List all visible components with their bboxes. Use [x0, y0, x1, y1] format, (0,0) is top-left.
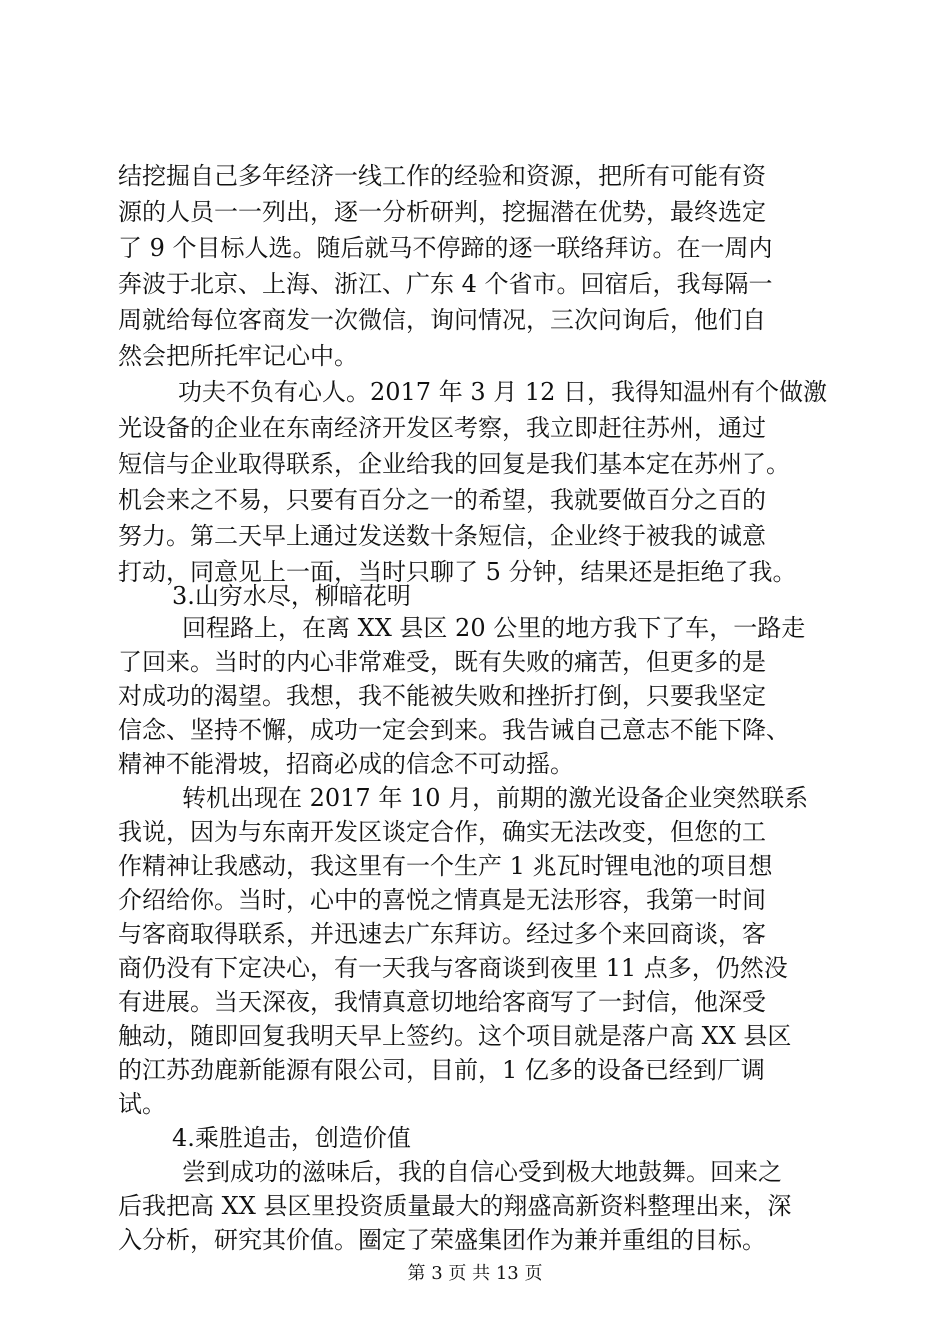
paragraph-line: 触动，随即回复我明天早上签约。这个项目就是落户高 XX 县区 [118, 1022, 792, 1050]
paragraph-line: 周就给每位客商发一次微信，询问情况，三次问询后，他们自 [118, 306, 766, 334]
paragraph-line: 商仍没有下定决心，有一天我与客商谈到夜里 11 点多，仍然没 [118, 954, 788, 982]
paragraph-line: 的江苏劲鹿新能源有限公司，目前，1 亿多的设备已经到厂调 [118, 1056, 765, 1084]
paragraph-line: 结挖掘自己多年经济一线工作的经验和资源，把所有可能有资 [118, 162, 766, 190]
paragraph-line: 作精神让我感动，我这里有一个生产 1 兆瓦时锂电池的项目想 [118, 852, 773, 880]
paragraph-line: 回程路上，在离 XX 县区 20 公里的地方我下了车，一路走 [182, 614, 806, 642]
paragraph-line: 我说，因为与东南开发区谈定合作，确实无法改变，但您的工 [118, 818, 766, 846]
paragraph-line: 了回来。当时的内心非常难受，既有失败的痛苦，但更多的是 [118, 648, 766, 676]
paragraph-line: 然会把所托牢记心中。 [118, 342, 358, 370]
paragraph-line: 短信与企业取得联系，企业给我的回复是我们基本定在苏州了。 [118, 450, 790, 478]
paragraph-line: 转机出现在 2017 年 10 月，前期的激光设备企业突然联系 [182, 784, 809, 812]
paragraph-line: 打动，同意见上一面，当时只聊了 5 分钟，结果还是拒绝了我。 [118, 558, 797, 586]
paragraph-line: 对成功的渴望。我想，我不能被失败和挫折打倒，只要我坚定 [118, 682, 766, 710]
paragraph-line: 入分析，研究其价值。圈定了荣盛集团作为兼并重组的目标。 [118, 1226, 766, 1254]
paragraph-line: 与客商取得联系，并迅速去广东拜访。经过多个来回商谈，客 [118, 920, 766, 948]
paragraph-line: 奔波于北京、上海、浙江、广东 4 个省市。回宿后，我每隔一 [118, 270, 773, 298]
section-heading: 3.山穷水尽，柳暗花明 [172, 582, 411, 610]
paragraph-line: 了 9 个目标人选。随后就马不停蹄的逐一联络拜访。在一周内 [118, 234, 773, 262]
paragraph-line: 机会来之不易，只要有百分之一的希望，我就要做百分之百的 [118, 486, 766, 514]
paragraph-line: 有进展。当天深夜，我情真意切地给客商写了一封信，他深受 [118, 988, 766, 1016]
paragraph-line: 信念、坚持不懈，成功一定会到来。我告诫自己意志不能下降、 [118, 716, 790, 744]
paragraph-line: 试。 [118, 1090, 166, 1118]
paragraph-line: 源的人员一一列出，逐一分析研判，挖掘潜在优势，最终选定 [118, 198, 766, 226]
paragraph-line: 精神不能滑坡，招商必成的信念不可动摇。 [118, 750, 574, 778]
paragraph-line: 光设备的企业在东南经济开发区考察，我立即赶往苏州，通过 [118, 414, 766, 442]
paragraph-line: 功夫不负有心人。2017 年 3 月 12 日，我得知温州有个做激 [178, 378, 828, 406]
paragraph-line: 后我把高 XX 县区里投资质量最大的翔盛高新资料整理出来，深 [118, 1192, 792, 1220]
paragraph-line: 介绍给你。当时，心中的喜悦之情真是无法形容，我第一时间 [118, 886, 766, 914]
paragraph-line: 尝到成功的滋味后，我的自信心受到极大地鼓舞。回来之 [182, 1158, 782, 1186]
page-number: 第 3 页 共 13 页 [407, 1263, 543, 1284]
section-heading: 4.乘胜追击，创造价值 [172, 1124, 411, 1152]
paragraph-line: 努力。第二天早上通过发送数十条短信，企业终于被我的诚意 [118, 522, 766, 550]
